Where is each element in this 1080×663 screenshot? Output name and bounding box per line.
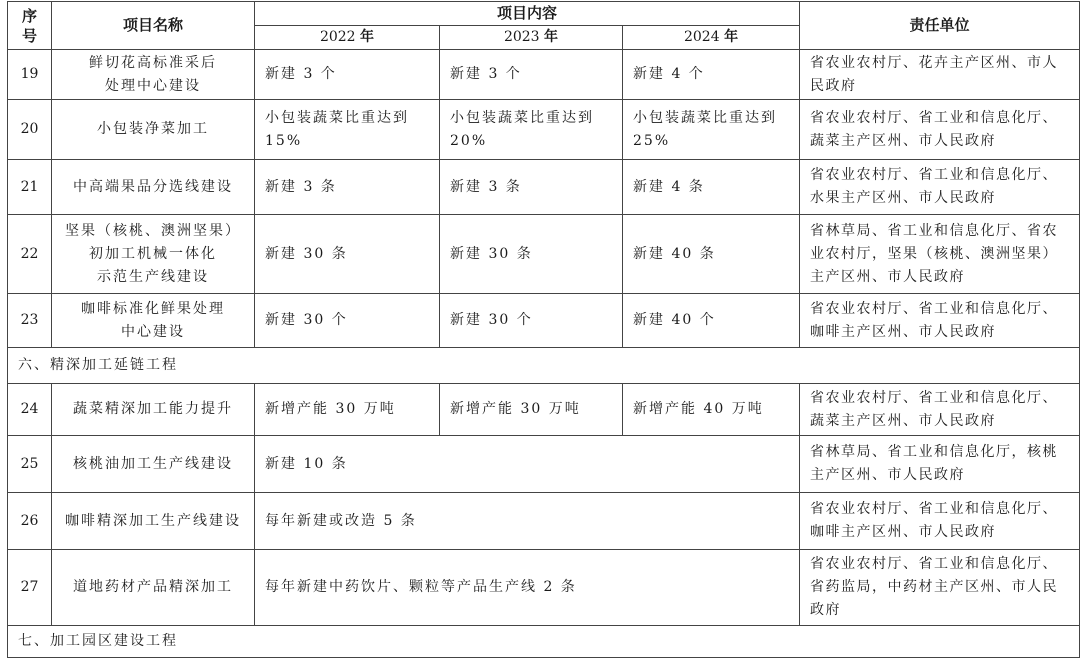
row-seq: 23: [8, 294, 52, 348]
row-project-name: 坚果（核桃、澳洲坚果） 初加工机械一体化 示范生产线建设: [52, 215, 255, 294]
table-row: [8, 100, 1080, 160]
row-project-name: 小包装净菜加工: [52, 100, 255, 160]
table-row: [8, 384, 1080, 436]
row-responsible-unit: 省农业农村厅、省工业和信息化厅、水果主产区州、市人民政府: [800, 160, 1080, 215]
row-project-content: 新建 10 条: [255, 436, 800, 493]
row-2024-value: 新建 4 个: [623, 50, 800, 100]
row-project-name: 核桃油加工生产线建设: [52, 436, 255, 493]
section-heading-7: 七、加工园区建设工程: [8, 626, 1080, 658]
row-2023-value: 新建 3 条: [440, 160, 623, 215]
row-responsible-unit: 省农业农村厅、省工业和信息化厅、咖啡主产区州、市人民政府: [800, 493, 1080, 550]
row-2023-value: 新建 3 个: [440, 50, 623, 100]
header-year-2023: 2023 年: [440, 26, 623, 50]
row-responsible-unit: 省林草局、省工业和信息化厅、省农业农村厅，坚果（核桃、澳洲坚果）主产区州、市人民政府: [800, 215, 1080, 294]
row-project-name: 咖啡精深加工生产线建设: [52, 493, 255, 550]
row-seq: 20: [8, 100, 52, 160]
row-responsible-unit: 省农业农村厅、花卉主产区州、市人民政府: [800, 50, 1080, 100]
table-row: [8, 160, 1080, 215]
header-year-2022: 2022 年: [255, 26, 440, 50]
row-seq: 25: [8, 436, 52, 493]
row-responsible-unit: 省农业农村厅、省工业和信息化厅、蔬菜主产区州、市人民政府: [800, 100, 1080, 160]
table-row: [8, 436, 1080, 493]
row-responsible-unit: 省农业农村厅、省工业和信息化厅、省药监局，中药材主产区州、市人民政府: [800, 550, 1080, 626]
row-seq: 24: [8, 384, 52, 436]
row-project-name: 咖啡标准化鲜果处理 中心建设: [52, 294, 255, 348]
section-row: [8, 626, 1080, 658]
row-seq: 21: [8, 160, 52, 215]
table-row: [8, 50, 1080, 100]
row-2022-value: 新建 30 条: [255, 215, 440, 294]
row-project-name: 道地药材产品精深加工: [52, 550, 255, 626]
row-project-content: 每年新建或改造 5 条: [255, 493, 800, 550]
project-table: [7, 1, 1080, 658]
section-row: [8, 348, 1080, 384]
row-project-name: 中高端果品分选线建设: [52, 160, 255, 215]
row-2023-value: 新增产能 30 万吨: [440, 384, 623, 436]
row-2024-value: 新建 40 条: [623, 215, 800, 294]
row-responsible-unit: 省农业农村厅、省工业和信息化厅、咖啡主产区州、市人民政府: [800, 294, 1080, 348]
row-seq: 19: [8, 50, 52, 100]
row-2024-value: 小包装蔬菜比重达到 25%: [623, 100, 800, 160]
row-2024-value: 新建 4 条: [623, 160, 800, 215]
row-seq: 27: [8, 550, 52, 626]
header-seq: 序 号: [8, 2, 52, 50]
row-2024-value: 新增产能 40 万吨: [623, 384, 800, 436]
table-row: [8, 215, 1080, 294]
table-row: [8, 294, 1080, 348]
row-2022-value: 新建 3 个: [255, 50, 440, 100]
header-project-name: 项目名称: [52, 2, 255, 50]
row-2022-value: 新增产能 30 万吨: [255, 384, 440, 436]
row-2023-value: 小包装蔬菜比重达到 20%: [440, 100, 623, 160]
row-seq: 26: [8, 493, 52, 550]
row-2024-value: 新建 40 个: [623, 294, 800, 348]
header-responsible-unit: 责任单位: [800, 2, 1080, 50]
header-project-content: 项目内容: [255, 2, 800, 26]
row-2023-value: 新建 30 个: [440, 294, 623, 348]
section-heading-6: 六、精深加工延链工程: [8, 348, 1080, 384]
row-2023-value: 新建 30 条: [440, 215, 623, 294]
row-2022-value: 新建 30 个: [255, 294, 440, 348]
row-responsible-unit: 省农业农村厅、省工业和信息化厅、蔬菜主产区州、市人民政府: [800, 384, 1080, 436]
row-project-content: 每年新建中药饮片、颗粒等产品生产线 2 条: [255, 550, 800, 626]
table-row: [8, 493, 1080, 550]
table-row: [8, 550, 1080, 626]
header-year-2024: 2024 年: [623, 26, 800, 50]
row-project-name: 鲜切花高标准采后 处理中心建设: [52, 50, 255, 100]
row-seq: 22: [8, 215, 52, 294]
row-responsible-unit: 省林草局、省工业和信息化厅，核桃主产区州、市人民政府: [800, 436, 1080, 493]
row-project-name: 蔬菜精深加工能力提升: [52, 384, 255, 436]
row-2022-value: 小包装蔬菜比重达到 15%: [255, 100, 440, 160]
row-2022-value: 新建 3 条: [255, 160, 440, 215]
